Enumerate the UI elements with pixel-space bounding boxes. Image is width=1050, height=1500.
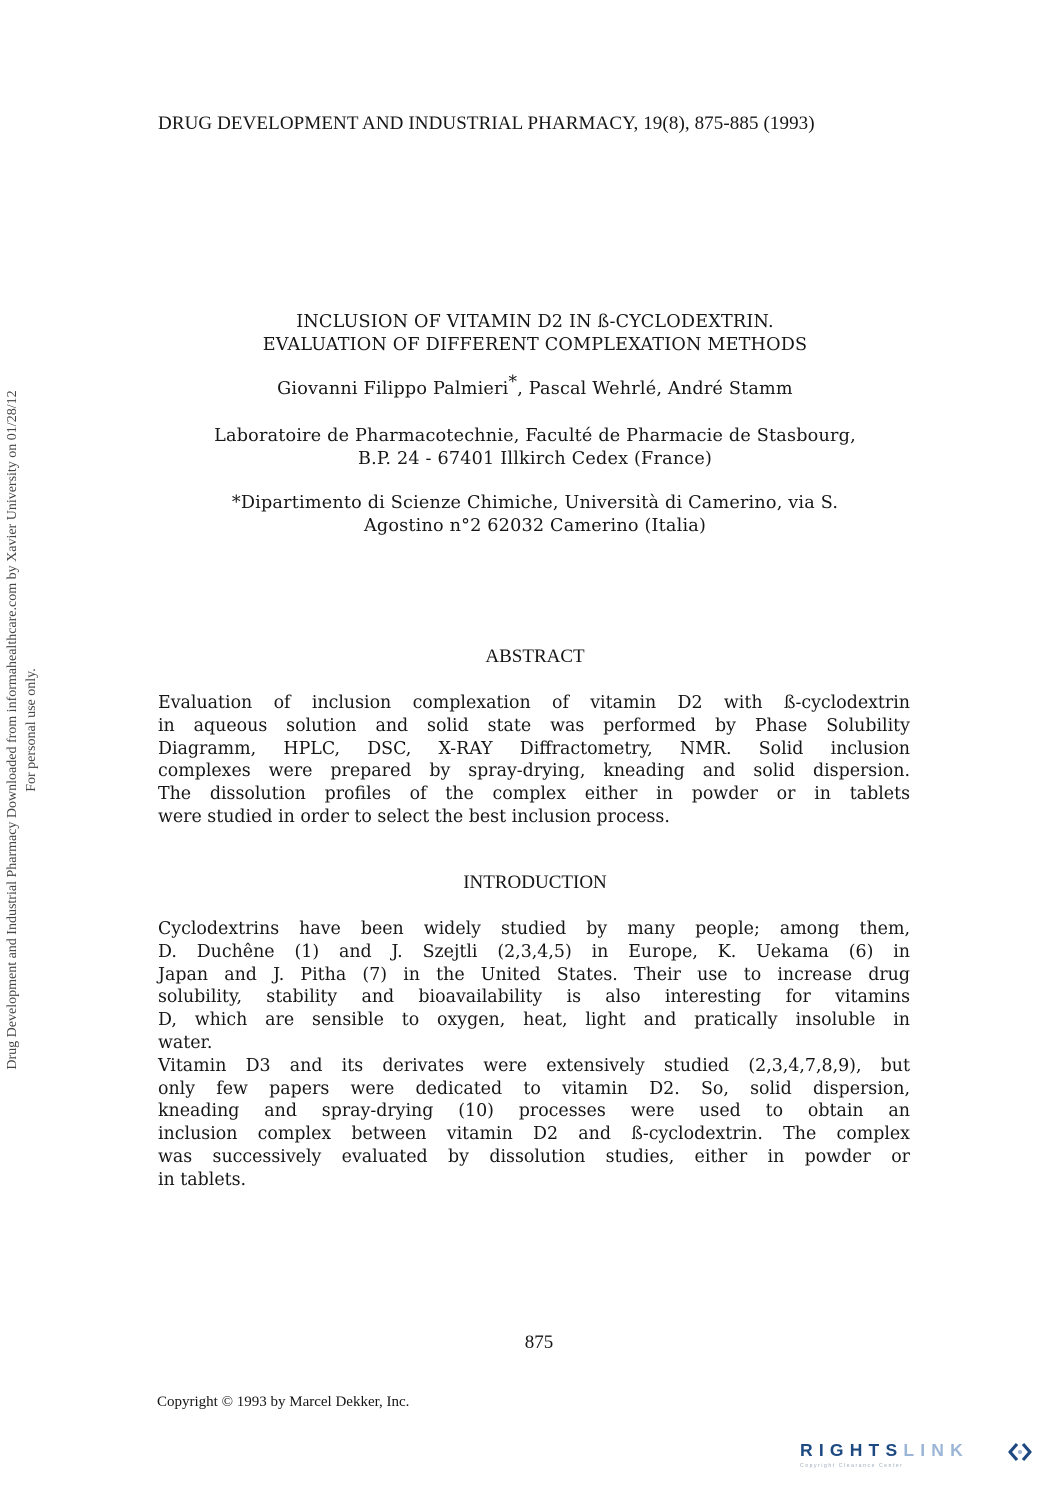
title-line-1: INCLUSION OF VITAMIN D2 IN ß-CYCLODEXTRIN. [296, 312, 774, 332]
affiliation-line: *Dipartimento di Scienze Chimiche, Università di Camerino, via S. [231, 493, 839, 513]
intro-line: Vitamin D3 and its derivates were extensively studied (2,3,4,7,8,9), but [158, 1055, 910, 1076]
watermark-line: For personal use only. [24, 668, 39, 792]
abstract-heading: ABSTRACT [485, 646, 585, 667]
abstract-line: Diagramm, HPLC, DSC, X-RAY Diffractometry, NMR. Solid inclusion [158, 738, 910, 759]
author-list [0, 372, 1050, 401]
abstract-line: Evaluation of inclusion complexation of vitamin D2 with ß-cyclodextrin [158, 693, 910, 713]
rightslink-logo[interactable] [800, 1440, 1035, 1470]
affiliation-line: Laboratoire de Pharmacotechnie, Faculté de Pharmacie de Stasbourg, [214, 426, 856, 446]
watermark-line: Drug Development and Industrial Pharmacy Downloaded from informahealthcare.com by Xavier University on 01/28/12 [5, 390, 20, 1070]
intro-line: Japan and J. Pitha (7) in the United States. Their use to increase drug [158, 964, 910, 985]
intro-line: was successively evaluated by dissolution studies, either in powder or [158, 1146, 910, 1167]
intro-line: D. Duchêne (1) and J. Szejtli (2,3,4,5) in Europe, K. Uekama (6) in [158, 941, 910, 962]
journal-header: DRUG DEVELOPMENT AND INDUSTRIAL PHARMACY, 19(8), 875-885 (1993) [158, 113, 815, 134]
intro-line: D, which are sensible to oxygen, heat, light and pratically insoluble in [158, 1010, 910, 1031]
paper-title [0, 311, 1050, 357]
affiliation-line: Agostino n°2 62032 Camerino (Italia) [363, 516, 707, 536]
intro-line: only few papers were dedicated to vitamin D2. So, solid dispersion, [158, 1078, 910, 1099]
intro-line: kneading and spray-drying (10) processes were used to obtain an [158, 1101, 910, 1122]
affiliation-line: B.P. 24 - 67401 Illkirch Cedex (France) [357, 449, 713, 469]
abstract-line: complexes were prepared by spray-drying, kneading and solid dispersion. [158, 761, 910, 782]
copyright-notice: Copyright © 1993 by Marcel Dekker, Inc. [157, 1394, 410, 1410]
chevron-link-icon [1008, 1441, 1032, 1463]
author-palmieri: Giovanni Filippo Palmieri [277, 379, 509, 399]
abstract-body [158, 692, 910, 829]
logo-rights-text: RIGHTS [800, 1440, 904, 1460]
logo-wordmark [800, 1440, 969, 1460]
intro-line: in tablets. [158, 1169, 247, 1190]
abstract-line: The dissolution profiles of the complex either in powder or in tablets [158, 784, 910, 805]
abstract-line: in aqueous solution and solid state was performed by Phase Solubility [158, 715, 910, 736]
author-others: , Pascal Wehrlé, André Stamm [517, 379, 793, 399]
page-number: 875 [524, 1332, 554, 1353]
author-footnote-mark: * [508, 372, 518, 392]
affiliation-camerino [0, 492, 1050, 538]
abstract-line: were studied in order to select the best inclusion process. [158, 806, 670, 827]
logo-subtitle: Copyright Clearance Center [800, 1463, 904, 1469]
download-watermark [3, 280, 45, 1180]
title-line-2: EVALUATION OF DIFFERENT COMPLEXATION METHODS [262, 335, 808, 355]
intro-line: inclusion complex between vitamin D2 and ß-cyclodextrin. The complex [158, 1124, 910, 1145]
intro-line: solubility, stability and bioavailability is also interesting for vitamins [158, 987, 910, 1008]
introduction-heading: INTRODUCTION [463, 872, 607, 893]
intro-line: Cyclodextrins have been widely studied by many people; among them, [158, 919, 910, 939]
logo-link-text: LINK [903, 1440, 969, 1460]
intro-line: water. [158, 1032, 213, 1053]
introduction-body [158, 918, 910, 1192]
affiliation-strasbourg [0, 425, 1050, 471]
